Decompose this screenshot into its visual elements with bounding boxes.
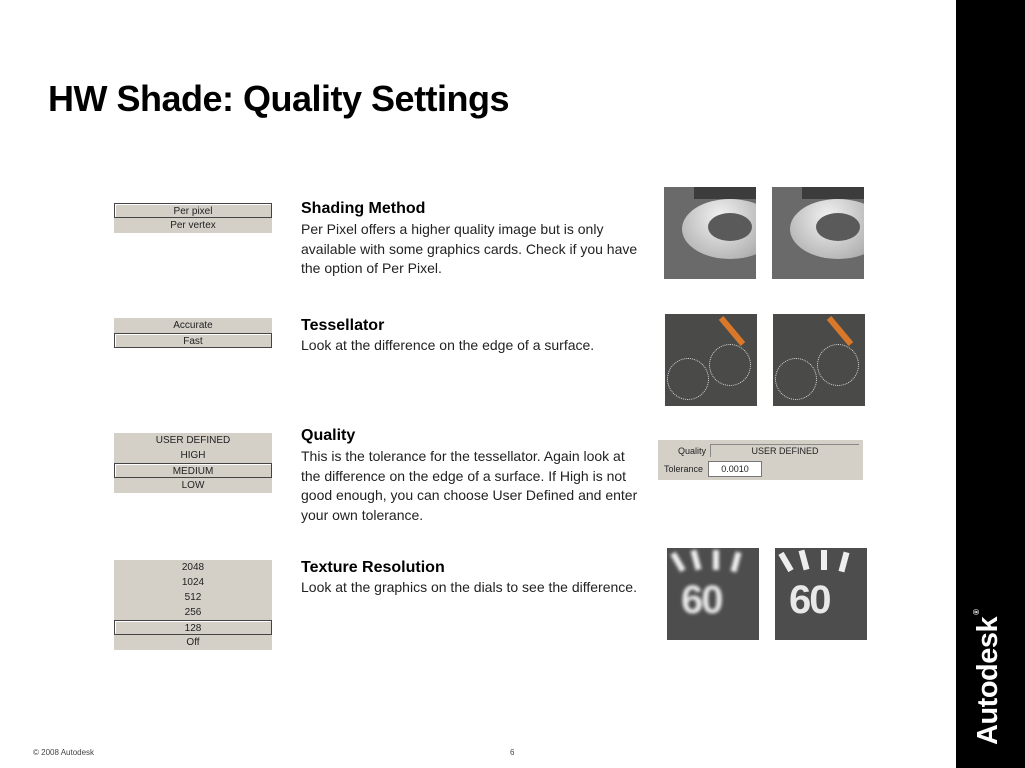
tolerance-label: Tolerance	[664, 464, 704, 474]
washer-per-pixel-image	[772, 187, 864, 279]
quality-label: Quality	[678, 446, 707, 456]
quality-dropdown[interactable]: USER DEFINED	[710, 444, 859, 457]
texture-option-2048[interactable]: 2048	[181, 562, 205, 573]
copyright-footer: © 2008 Autodesk	[33, 748, 95, 757]
slide-title: HW Shade: Quality Settings	[48, 78, 510, 119]
tessellator-option-fast[interactable]: Fast	[114, 333, 272, 348]
dial-high-res-image	[775, 548, 867, 640]
quality-option-medium[interactable]: MEDIUM	[114, 463, 272, 478]
quality-description: This is the tolerance for the tessellator. Again look at the difference on the edge of a surface. If High is not good enough, you can choose User Defined and enter your own tolerance.	[301, 448, 638, 523]
autodesk-logo	[972, 609, 1005, 745]
washer-per-vertex-image	[664, 187, 756, 279]
quality-menu[interactable]	[114, 433, 272, 493]
logo-text: Autodesk	[972, 616, 1004, 745]
shading-method-title: Shading Method	[301, 200, 426, 217]
texture-option-off[interactable]: Off	[186, 637, 200, 648]
tessellator-option-accurate[interactable]: Accurate	[173, 320, 213, 331]
quality-option-low[interactable]: LOW	[181, 480, 205, 491]
texture-option-256[interactable]: 256	[184, 607, 202, 618]
dial-number-high-res: 60	[789, 578, 830, 622]
dial-low-res-image	[667, 548, 759, 640]
tessellator-title: Tessellator	[301, 317, 385, 334]
quality-title: Quality	[301, 427, 356, 444]
quality-option-user-defined[interactable]: USER DEFINED	[155, 435, 231, 446]
texture-option-512[interactable]: 512	[184, 592, 202, 603]
texture-resolution-menu[interactable]	[114, 560, 272, 650]
dial-number-low-res: 60	[681, 578, 722, 622]
registered-mark: ®	[972, 609, 981, 615]
shading-option-per-vertex[interactable]: Per vertex	[170, 220, 216, 231]
quality-option-high[interactable]: HIGH	[180, 450, 206, 461]
texture-option-128[interactable]: 128	[114, 620, 272, 635]
tessellator-description: Look at the difference on the edge of a surface.	[301, 337, 595, 353]
shading-method-menu[interactable]	[114, 203, 272, 233]
page-number: 6	[510, 748, 515, 757]
texture-resolution-title: Texture Resolution	[301, 559, 445, 576]
texture-option-1024[interactable]: 1024	[181, 577, 205, 588]
shading-method-description: Per Pixel offers a higher quality image but is only available with some graphics cards. Check if you have the option of Per Pixel.	[301, 221, 638, 276]
tolerance-input[interactable]: 0.0010	[708, 461, 762, 477]
texture-resolution-description: Look at the graphics on the dials to see the difference.	[301, 579, 637, 595]
watch-accurate-image	[773, 314, 865, 406]
watch-fast-image	[665, 314, 757, 406]
tessellator-menu[interactable]	[114, 318, 272, 348]
quality-settings-panel	[658, 440, 863, 480]
shading-option-per-pixel[interactable]: Per pixel	[114, 203, 272, 218]
